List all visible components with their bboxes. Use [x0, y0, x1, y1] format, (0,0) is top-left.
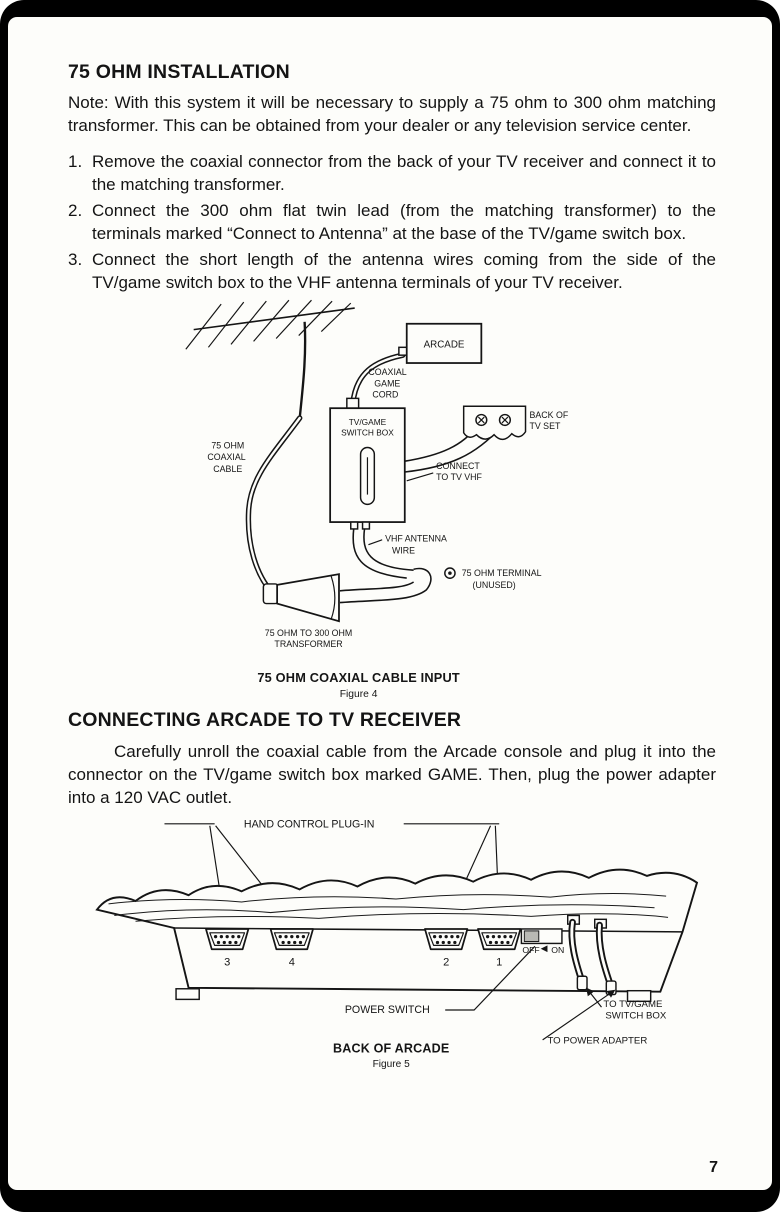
- unused-terminal-icon: [445, 568, 542, 590]
- back-of-tv-label: BACK OF: [529, 410, 569, 421]
- on-label: ON: [551, 945, 565, 956]
- label-line: TO TV VHF: [436, 471, 482, 482]
- installation-steps: [68, 150, 716, 294]
- port-number: 1: [496, 956, 503, 969]
- step-text: Connect the 300 ohm flat twin lead (from the matching transformer) to the terminals marked “Connect to Antenna” at the base of the TV/game switch box.: [92, 201, 716, 243]
- figure-5-number: Figure 5: [372, 1058, 410, 1070]
- step-text: Remove the coaxial connector from the back of your TV receiver and connect it to the matching transformer.: [92, 152, 716, 194]
- arcade-label: ARCADE: [423, 339, 465, 351]
- label-line: TO POWER ADAPTER: [547, 1035, 648, 1047]
- connecting-paragraph: Carefully unroll the coaxial cable from the Arcade console and plug it into the connector on the TV/game switch box marked GAME. Then, plug the power adapter into a 120 VAC outlet.: [68, 742, 716, 807]
- label-line: COAXIAL: [368, 366, 407, 377]
- transformer-label: TRANSFORMER: [274, 638, 343, 649]
- step-number: 2.: [68, 201, 83, 220]
- arcade-console-box: [399, 324, 481, 363]
- tv-game-switch-box: [330, 398, 405, 529]
- label-coaxial-game-cord: [368, 367, 406, 400]
- step-number: 1.: [68, 152, 83, 171]
- note-paragraph: Note: With this system it will be necessary to supply a 75 ohm to 300 ohm matching transformer. This can be obtained from your dealer or any television service center.: [68, 93, 716, 135]
- step-number: 3.: [68, 250, 83, 269]
- label-line: WIRE: [391, 545, 416, 556]
- label-connect-to-tv-vhf: [407, 461, 483, 482]
- label-line: 75 OHM: [211, 440, 245, 451]
- console-foot: [176, 989, 199, 1000]
- label-line: CORD: [372, 389, 399, 400]
- label-line: HAND CONTROL PLUG-IN: [243, 818, 375, 831]
- label-line: (UNUSED): [472, 579, 516, 590]
- heading-75-ohm-installation: 75 OHM INSTALLATION: [68, 61, 290, 83]
- port-number: 4: [288, 956, 295, 969]
- antenna-drawing: [186, 300, 355, 418]
- switch-box-bottom-terminal: [363, 522, 370, 529]
- figure-4-number: Figure 4: [339, 688, 378, 700]
- transformer-label: 75 OHM TO 300 OHM: [264, 627, 353, 638]
- page-number: 7: [709, 1159, 718, 1176]
- coax-cable-drawing: [248, 418, 299, 593]
- matching-transformer-drawing: [263, 574, 352, 649]
- label-line: POWER SWITCH: [344, 1003, 430, 1016]
- back-of-tv-label: TV SET: [529, 420, 561, 431]
- step-item-3: [68, 248, 716, 294]
- step-item-2: [68, 199, 716, 245]
- label-line: COAXIAL: [207, 452, 246, 463]
- figure-4-caption: 75 OHM COAXIAL CABLE INPUT: [257, 670, 460, 686]
- step-item-1: [68, 150, 716, 196]
- cable-plug: [577, 976, 587, 990]
- label-line: CONNECT: [436, 461, 480, 472]
- off-label: OFF: [522, 945, 540, 956]
- figure-4-diagram: [68, 298, 716, 701]
- switch-box-label: TV/GAME: [348, 416, 387, 427]
- label-line: SWITCH BOX: [605, 1010, 667, 1022]
- port-number: 3: [224, 956, 231, 969]
- switch-box-bottom-terminal: [351, 522, 358, 529]
- step-text: Connect the short length of the antenna wires coming from the side of the TV/game switch box to the VHF antenna terminals of your TV receiver.: [92, 250, 716, 292]
- label-line: TO TV/GAME: [603, 999, 663, 1011]
- figure-5-caption: BACK OF ARCADE: [332, 1041, 450, 1056]
- label-line: 75 OHM TERMINAL: [461, 568, 542, 579]
- label-vhf-antenna-wire: [368, 534, 447, 556]
- switch-box-label: SWITCH BOX: [341, 427, 394, 438]
- port-number: 2: [443, 956, 450, 969]
- figure-5-diagram: [68, 811, 724, 1072]
- heading-connecting-arcade: CONNECTING ARCADE TO TV RECEIVER: [68, 709, 462, 731]
- figure-5: [68, 811, 716, 1072]
- label-75-ohm-coaxial-cable: [207, 440, 245, 474]
- manual-page: [8, 17, 772, 1190]
- back-of-tv-panel: [464, 406, 569, 439]
- label-line: VHF ANTENNA: [385, 533, 447, 544]
- label-line: GAME: [374, 378, 401, 389]
- switch-box-top-jack: [347, 398, 359, 408]
- label-line: CABLE: [213, 464, 243, 475]
- figure-4: [68, 298, 716, 701]
- switch-knob: [524, 931, 538, 942]
